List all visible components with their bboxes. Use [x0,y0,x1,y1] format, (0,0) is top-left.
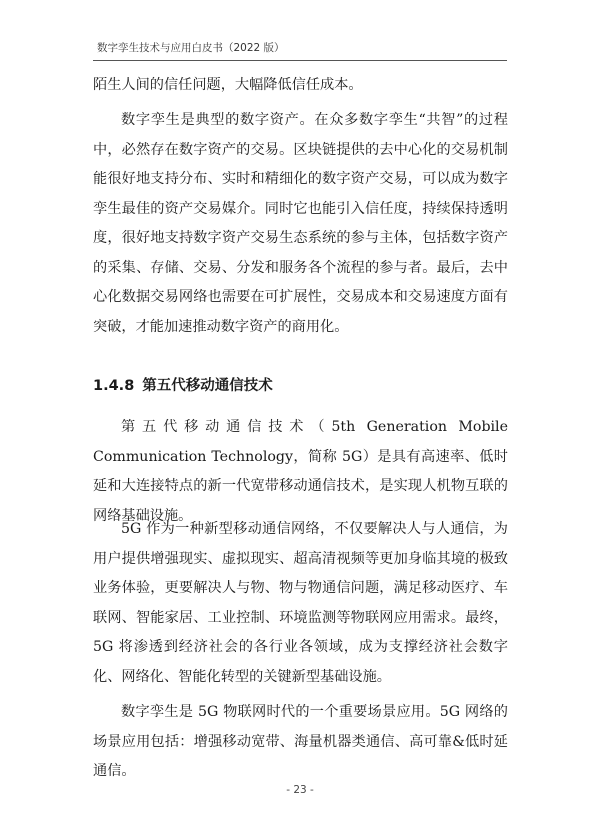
header-title: 数字孪生技术与应用白皮书（2022 版） [97,42,285,54]
section-number: 1.4.8 [93,378,135,394]
paragraph-1: 陌生人间的信任问题，大幅降低信任成本。 [93,77,363,93]
section-title: 第五代移动通信技术 [142,378,273,394]
paragraph-4: 5G 作为一种新型移动通信网络，不仅要解决人与人通信，为用户提供增强现实、虚拟现实、超高清视频等更加身临其境的极致业务体验，更要解决人与物、物与物通信问题，满足移动医疗、车联网、智能家居、工业控制、环境监测等物联网应用需求。最终，5G 将渗透到经济社会的各行业各领域，成为支撑经济社会数字化、网络化、智能化转型的关键新型基础设施。 [93,521,508,685]
paragraph-5: 数字孪生是 5G 物联网时代的一个重要场景应用。5G 网络的场景应用包括：增强移动宽带、海量机器类通信、高可靠&低时延通信。 [93,704,508,779]
paragraph-3: 第五代移动通信技术（5th Generation Mobile Communication Technology，简称 5G）是具有高速率、低时延和大连接特点的新一代宽带移动通信技术，是实现人机物互联的网络基础设施。 [93,419,508,524]
paragraph-2: 数字孪生是典型的数字资产。在众多数字孪生“共智”的过程中，必然存在数字资产的交易。区块链提供的去中心化的交易机制能很好地支持分布、实时和精细化的数字资产交易，可以成为数字孪生最佳的资产交易媒介。同时它也能引入信任度，持续保持透明度，很好地支持数字资产交易生态系统的参与主体，包括数字资产的采集、存储、交易、分发和服务各个流程的参与者。最后，去中心化数据交易网络也需要在可扩展性，交易成本和交易速度方面有突破，才能加速推动数字资产的商用化。 [93,112,508,335]
page-number: - 23 - [286,784,314,796]
section-heading [93,374,273,395]
page-header [93,36,507,61]
